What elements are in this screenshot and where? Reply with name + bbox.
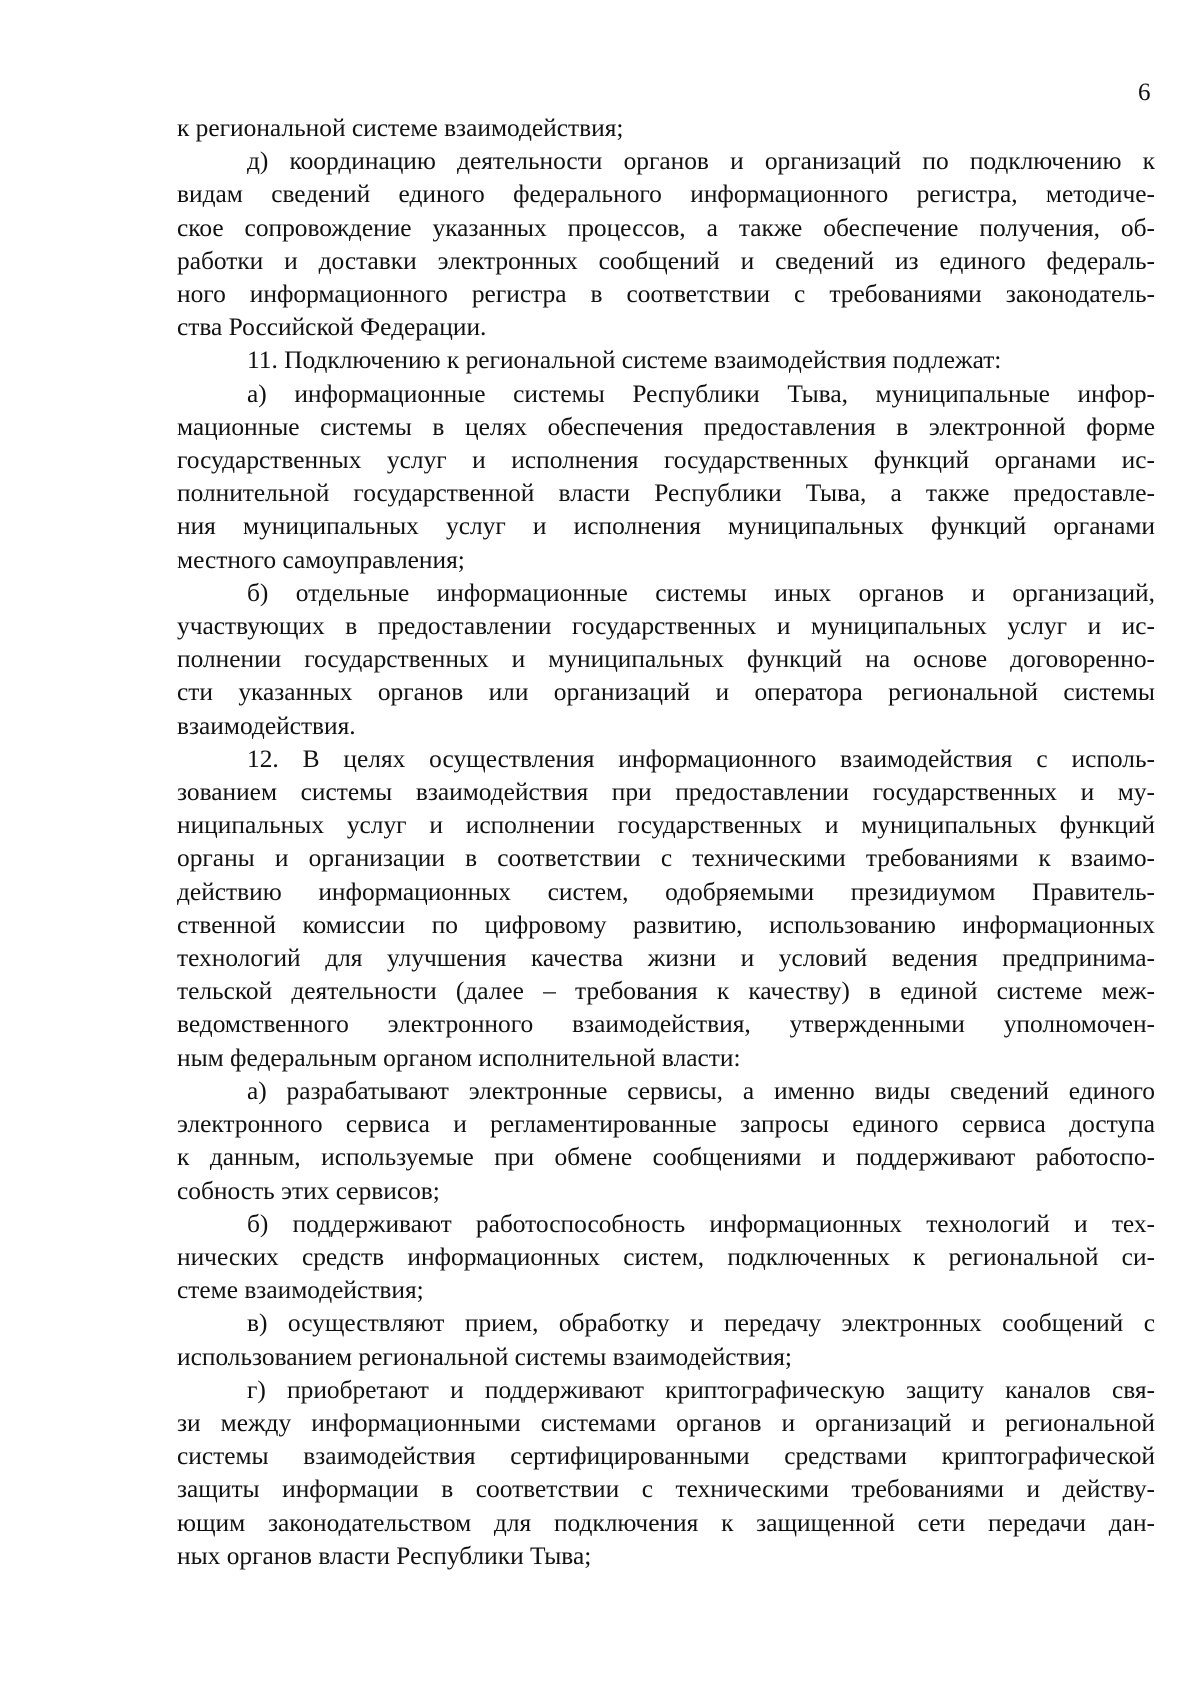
text-line: местного самоуправления; (177, 545, 465, 574)
text-line: собность этих сервисов; (177, 1176, 440, 1205)
text-line: государственных услуг и исполнения государственных функций органами ис- (177, 446, 1155, 475)
text-line: полнительной государственной власти Республики Тыва, а также предоставле- (177, 479, 1155, 508)
text-line: к региональной системе взаимодействия; (177, 114, 624, 142)
text-line: электронного сервиса и регламентированные запросы единого сервиса доступа (177, 1110, 1155, 1139)
text-line: ское сопровождение указанных процессов, а также обеспечение получения, об- (177, 213, 1155, 242)
text-line: защиты информации в соответствии с техническими требованиями и действу- (177, 1475, 1155, 1504)
paragraph-first-line: б) отдельные информационные системы иных органов и организаций, (247, 578, 1155, 607)
text-line: ного информационного регистра в соответствии с требованиями законодатель- (177, 280, 1155, 309)
paragraph-first-line: г) приобретают и поддерживают криптографическую защиту каналов свя- (247, 1375, 1155, 1404)
text-line: ным федеральным органом исполнительной власти: (177, 1043, 741, 1072)
text-line: действию информационных систем, одобряемыми президиумом Правитель- (177, 877, 1155, 906)
text-line: ниципальных услуг и исполнении государственных и муниципальных функций (177, 811, 1155, 840)
paragraph-first-line: 12. В целях осуществления информационного взаимодействия с исполь- (247, 744, 1155, 773)
text-line: сти указанных органов или организаций и оператора региональной системы (177, 678, 1155, 707)
text-line: ведомственного электронного взаимодействия, утвержденными уполномочен- (177, 1010, 1155, 1039)
text-line: участвующих в предоставлении государственных и муниципальных услуг и ис- (177, 612, 1155, 641)
paragraph-first-line: д) координацию деятельности органов и организаций по подключению к (247, 147, 1155, 176)
text-line: взаимодействия. (177, 711, 356, 740)
text-line: ственной комиссии по цифровому развитию, использованию информационных (177, 910, 1155, 939)
paragraph-first-line: б) поддерживают работоспособность информационных технологий и тех- (247, 1209, 1155, 1238)
document-body (177, 112, 1155, 1573)
text-line: ющим законодательством для подключения к защищенной сети передачи дан- (177, 1508, 1155, 1537)
text-line: зи между информационными системами органов и организаций и региональной (177, 1408, 1155, 1437)
page-number: 6 (1138, 79, 1151, 106)
text-line: ства Российской Федерации. (177, 313, 487, 342)
text-line: работки и доставки электронных сообщений и сведений из единого федераль- (177, 246, 1155, 275)
paragraph-first-line: а) разрабатывают электронные сервисы, а именно виды сведений единого (247, 1076, 1155, 1105)
paragraph-first-line: а) информационные системы Республики Тыва, муниципальные инфор- (247, 379, 1155, 408)
text-line: к данным, используемые при обмене сообщениями и поддерживают работоспо- (177, 1143, 1155, 1172)
text-line: тельской деятельности (далее – требования к качеству) в единой системе меж- (177, 977, 1155, 1006)
text-line: ния муниципальных услуг и исполнения муниципальных функций органами (177, 512, 1155, 541)
text-line: нических средств информационных систем, подключенных к региональной си- (177, 1242, 1155, 1271)
text-line: мационные системы в целях обеспечения предоставления в электронной форме (177, 412, 1155, 441)
text-line: органы и организации в соответствии с техническими требованиями к взаимо- (177, 844, 1155, 873)
text-line: видам сведений единого федерального информационного регистра, методиче- (177, 180, 1155, 209)
text-line: стеме взаимодействия; (177, 1276, 424, 1305)
text-line: использованием региональной системы взаимодействия; (177, 1342, 792, 1371)
paragraph-first-line: 11. Подключению к региональной системе взаимодействия подлежат: (247, 346, 1002, 375)
text-line: технологий для улучшения качества жизни и условий ведения предпринима- (177, 944, 1155, 973)
text-line: полнении государственных и муниципальных функций на основе договоренно- (177, 645, 1155, 674)
text-line: зованием системы взаимодействия при предоставлении государственных и му- (177, 778, 1155, 807)
paragraph-first-line: в) осуществляют прием, обработку и передачу электронных сообщений с (247, 1309, 1155, 1338)
text-line: системы взаимодействия сертифицированными средствами криптографической (177, 1442, 1155, 1471)
text-line: ных органов власти Республики Тыва; (177, 1541, 592, 1570)
